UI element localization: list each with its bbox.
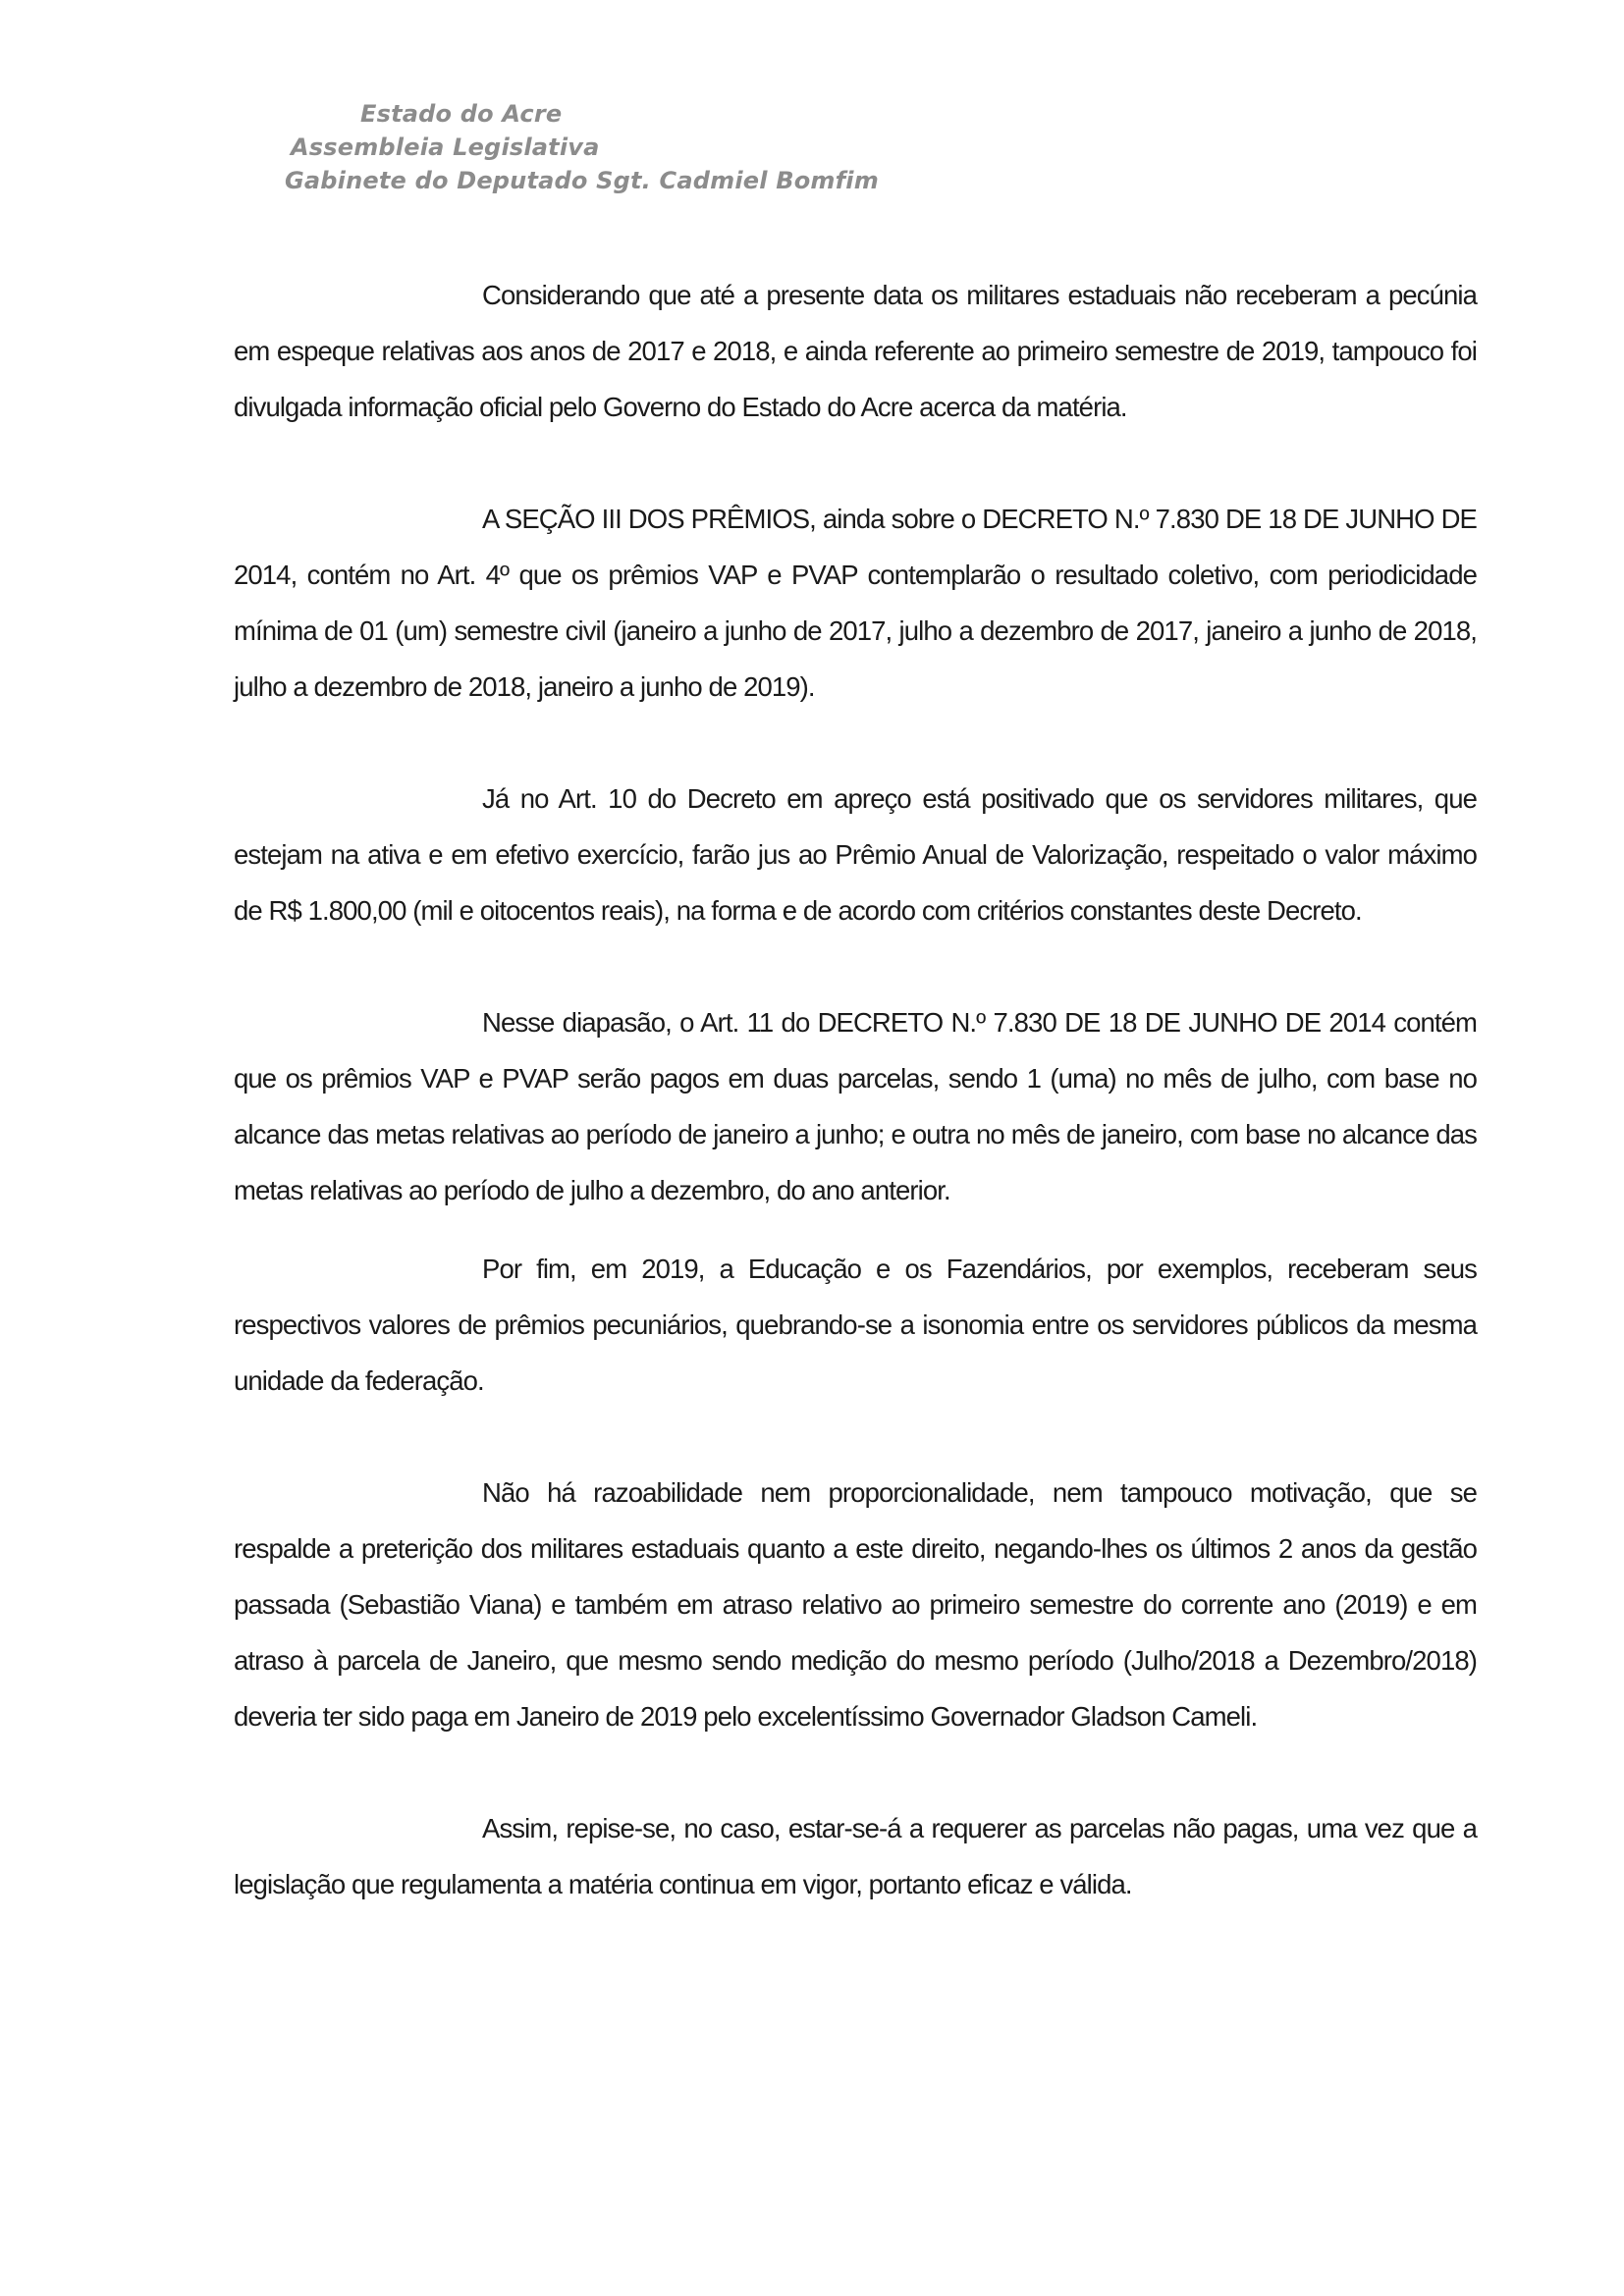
document-body xyxy=(234,267,1477,1912)
paragraph-spacer xyxy=(234,715,1477,771)
paragraph-spacer xyxy=(234,938,1477,994)
letterhead-state: Estado do Acre xyxy=(360,100,563,128)
paragraph: Assim, repise-se, no caso, estar-se-á a requerer as parcelas não pagas, uma vez que a legislação que regulamenta a matéria continua em vigor, portanto eficaz e válida. xyxy=(234,1813,1477,1899)
paragraph: Considerando que até a presente data os militares estaduais não receberam a pecúnia em espeque relativas aos anos de 2017 e 2018, e ainda referente ao primeiro semestre de 2019, tampouco foi divulgada informação oficial pelo Governo do Estado do Acre acerca da matéria. xyxy=(234,280,1477,422)
paragraph: Já no Art. 10 do Decreto em apreço está positivado que os servidores militares, que estejam na ativa e em efetivo exercício, farão jus ao Prêmio Anual de Valorização, respeitado o valor máximo de R$ 1.800,00 (mil e oitocentos reais), na forma e de acordo com critérios constantes deste Decreto. xyxy=(234,783,1477,926)
paragraph: Não há razoabilidade nem proporcionalidade, nem tampouco motivação, que se respalde a preterição dos militares estaduais quanto a este direito, negando-lhes os últimos 2 anos da gestão passada (Sebastião Viana) e também em atraso relativo ao primeiro semestre do corrente ano (2019) e em atraso à parcela de Janeiro, que mesmo sendo medição do mesmo período (Julho/2018 a Dezembro/2018) deveria ter sido paga em Janeiro de 2019 pelo excelentíssimo Governador Gladson Cameli. xyxy=(234,1477,1477,1732)
letterhead xyxy=(0,0,1624,236)
paragraph-spacer xyxy=(234,1744,1477,1800)
letterhead-office: Gabinete do Deputado Sgt. Cadmiel Bomfim xyxy=(285,167,879,194)
paragraph-spacer xyxy=(234,1218,1477,1241)
letterhead-assembly: Assembleia Legislativa xyxy=(291,133,600,161)
paragraph-spacer xyxy=(234,1409,1477,1465)
paragraph: Nesse diapasão, o Art. 11 do DECRETO N.º 7.830 DE 18 DE JUNHO DE 2014 contém que os prêmios VAP e PVAP serão pagos em duas parcelas, sendo 1 (uma) no mês de julho, com base no alcance das metas relativas ao período de janeiro a junho; e outra no mês de janeiro, com base no alcance das metas relativas ao período de julho a dezembro, do ano anterior. xyxy=(234,1007,1477,1205)
paragraph: Por fim, em 2019, a Educação e os Fazendários, por exemplos, receberam seus respectivos valores de prêmios pecuniários, quebrando-se a isonomia entre os servidores públicos da mesma unidade da federação. xyxy=(234,1254,1477,1396)
paragraph: A SEÇÃO III DOS PRÊMIOS, ainda sobre o DECRETO N.º 7.830 DE 18 DE JUNHO DE 2014, contém no Art. 4º que os prêmios VAP e PVAP contemplarão o resultado coletivo, com periodicidade mínima de 01 (um) semestre civil (janeiro a junho de 2017, julho a dezembro de 2017, janeiro a junho de 2018, julho a dezembro de 2018, janeiro a junho de 2019). xyxy=(234,504,1477,702)
paragraph-spacer xyxy=(234,435,1477,491)
